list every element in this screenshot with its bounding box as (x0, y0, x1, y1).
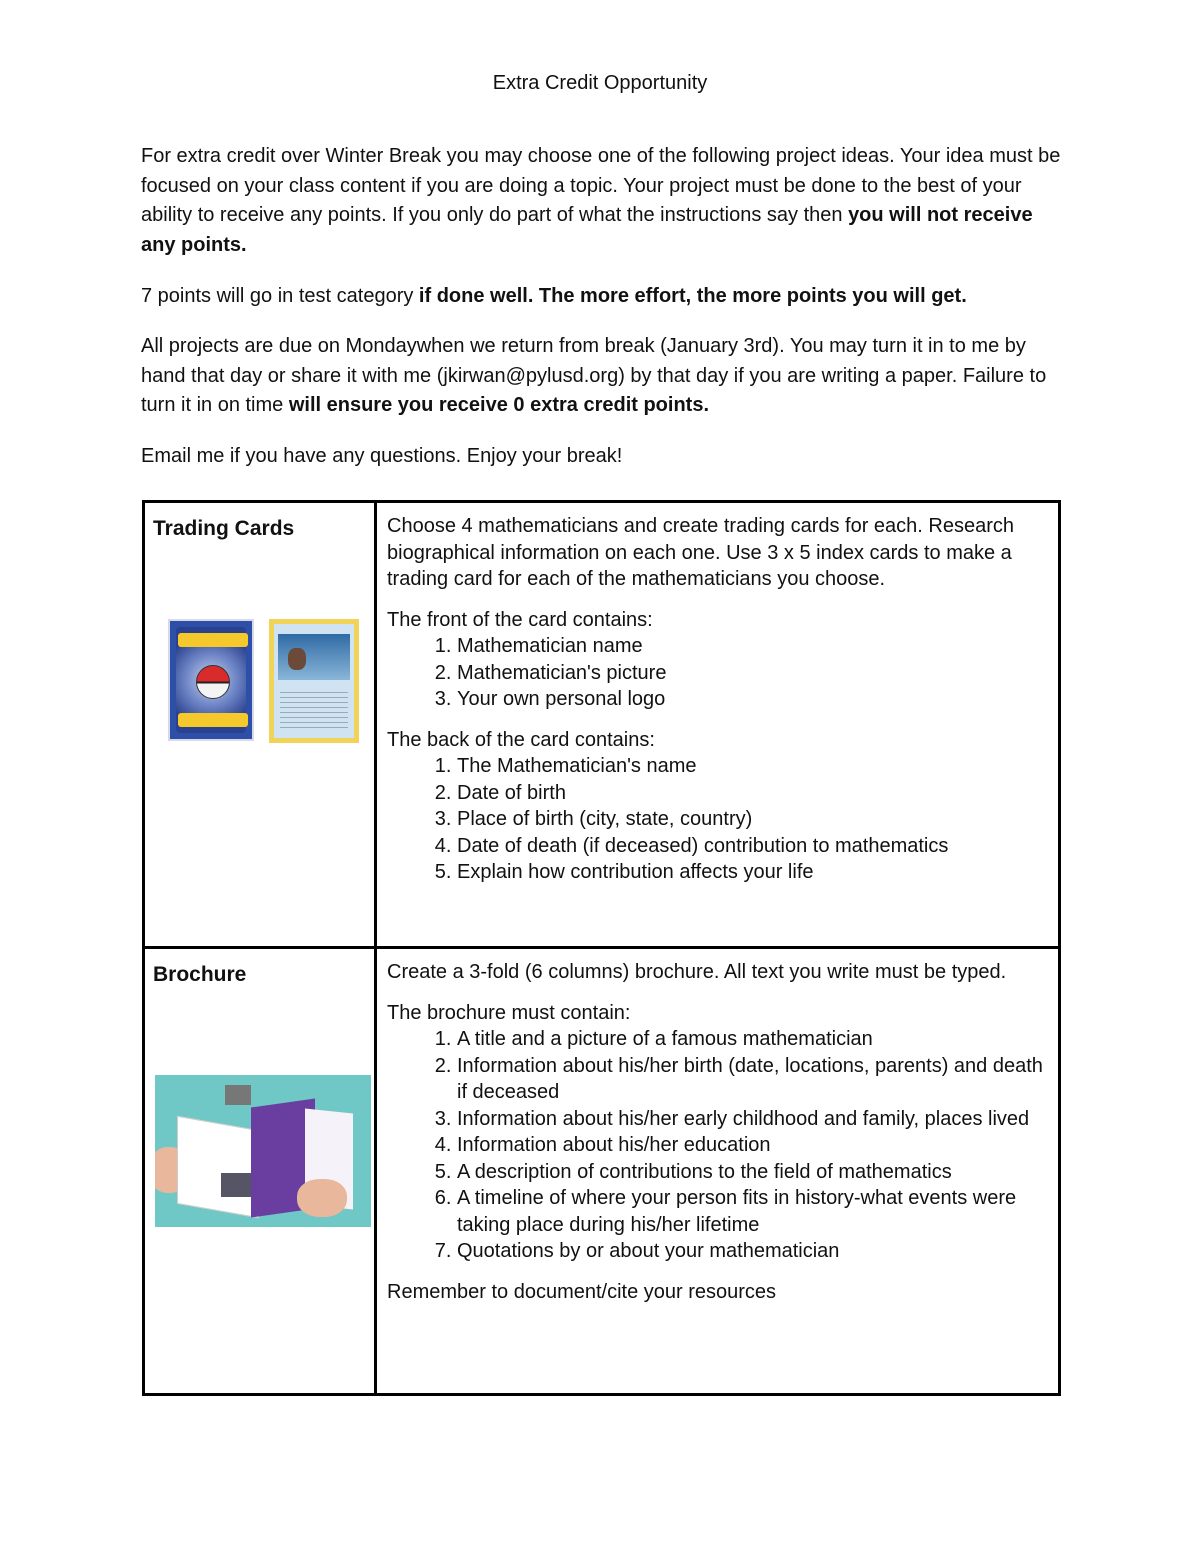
trading-cards-intro: Choose 4 mathematicians and create trading cards for each. Research biographical information on each one. Use 3 x 5 index cards to make a trading card for each of the mathematicians you choose. (387, 515, 1015, 590)
project-name-cell (144, 502, 376, 948)
list-item: 1. A title and a picture of a famous mathematician (457, 1026, 1050, 1053)
projects-table (142, 500, 1061, 1396)
project-description-cell (376, 948, 1060, 1395)
brochure-image (155, 1075, 371, 1227)
project-description-cell (376, 502, 1060, 948)
project-title-trading-cards: Trading Cards (153, 517, 295, 540)
back-heading: The back of the card contains: (387, 728, 655, 751)
brochure-footer-note: Remember to document/cite your resources (387, 1280, 777, 1303)
project-row-brochure (144, 948, 1060, 1395)
list-item: 5. Explain how contribution affects your life (457, 859, 1050, 886)
list-item: 4. Date of death (if deceased) contribution to mathematics (457, 833, 1050, 860)
list-item: 2. Mathematician's picture (457, 660, 1050, 687)
intro-paragraph-1 (141, 142, 1061, 260)
due-date-paragraph (141, 332, 1061, 421)
list-item: 7. Quotations by or about your mathematician (457, 1238, 1050, 1265)
due-date-text: All projects are due on Mondaywhen we return from break (January 3rd). You may turn it in to me by hand that day or share it with me (jkirwan@pylusd.org) by that day if you are writing a paper. Failure to turn it in on time (141, 335, 1047, 416)
project-row-trading-cards (144, 502, 1060, 948)
brochure-intro: Create a 3-fold (6 columns) brochure. All text you write must be typed. (387, 961, 1007, 983)
front-heading: The front of the card contains: (387, 608, 653, 631)
list-item: 3. Place of birth (city, state, country) (457, 806, 1050, 833)
list-item: 2. Date of birth (457, 780, 1050, 807)
points-paragraph (141, 282, 1061, 312)
project-title-brochure: Brochure (153, 963, 247, 986)
list-item: 3. Information about his/her early childhood and family, places lived (457, 1106, 1050, 1133)
page-title: Extra Credit Opportunity (492, 72, 708, 94)
intro-warning: you will not receive any points. (141, 204, 1033, 256)
closing-paragraph: Email me if you have any questions. Enjoy your break! (141, 445, 623, 467)
list-item: 1. The Mathematician's name (457, 753, 1050, 780)
list-item: 1. Mathematician name (457, 633, 1050, 660)
list-item: 4. Information about his/her education (457, 1132, 1050, 1159)
intro-text: For extra credit over Winter Break you may choose one of the following project ideas. Your idea must be focused on your class content if you are doing a topic. Your project must be done to the best of your ability to receive any points. If you only do part of what the instructions say then (141, 145, 1061, 226)
card-back-image (168, 619, 254, 741)
back-items-list (387, 753, 1050, 886)
due-date-warning: will ensure you receive 0 extra credit points. (288, 394, 710, 416)
card-front-image (269, 619, 359, 743)
front-items-list (387, 633, 1050, 713)
list-item: 2. Information about his/her birth (date, locations, parents) and death if deceased (457, 1053, 1050, 1106)
points-text: 7 points will go in test category (141, 285, 419, 307)
list-item: 5. A description of contributions to the field of mathematics (457, 1159, 1050, 1186)
points-emphasis: if done well. The more effort, the more points you will get. (418, 285, 967, 307)
trading-cards-image (145, 619, 374, 759)
list-item: 6. A timeline of where your person fits in history-what events were taking place during his/her lifetime (457, 1185, 1050, 1238)
project-name-cell (144, 948, 376, 1395)
list-item: 3. Your own personal logo (457, 686, 1050, 713)
brochure-items-list (387, 1026, 1050, 1265)
brochure-contain-heading: The brochure must contain: (387, 1001, 631, 1024)
